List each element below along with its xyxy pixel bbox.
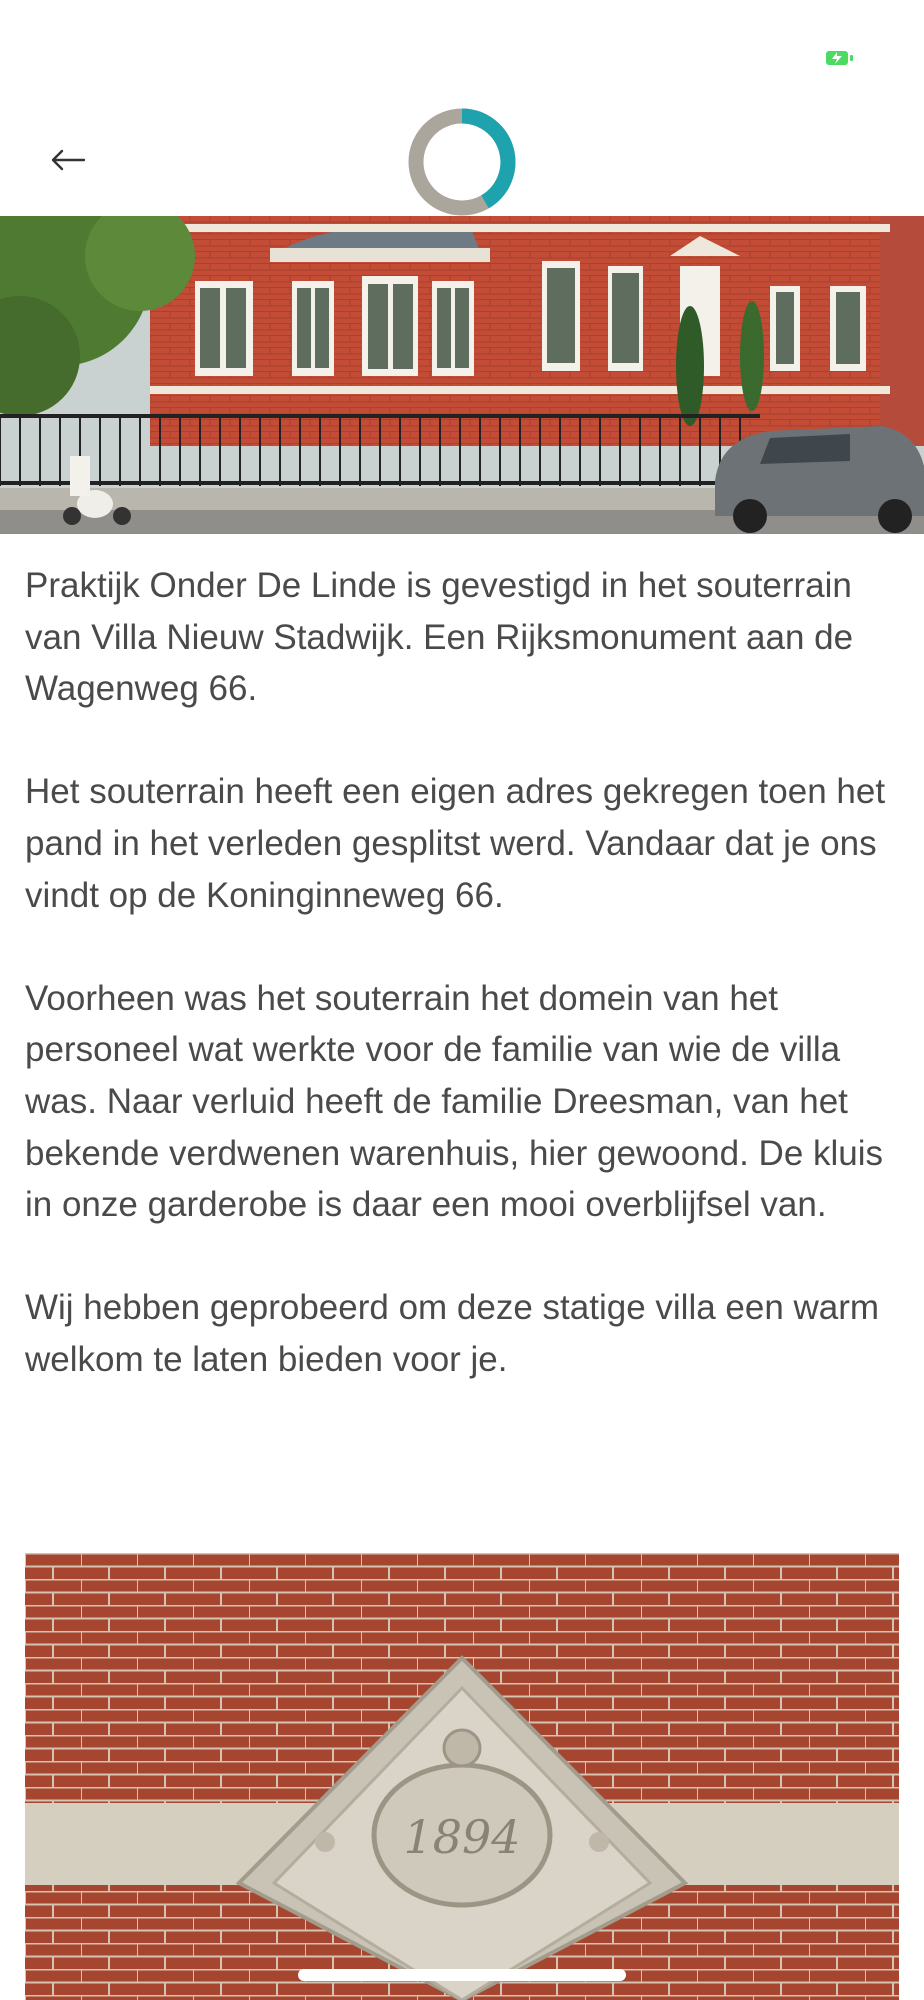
paragraph: Voorheen was het souterrain het domein van het personeel wat werkte voor de familie van wie de villa was. Naar verluid heeft de familie Dreesman, van het bekende verdwenen warenhuis, hier gewoond. De kluis in onze garderobe is daar een mooi overblijfsel van. bbox=[25, 978, 884, 1225]
arrow-left-icon bbox=[50, 148, 86, 172]
battery-charging-icon bbox=[826, 50, 856, 66]
paragraph: Het souterrain heeft een eigen adres gekregen toen het pand in het verleden gesplitst werd. Vandaar dat je ons vindt op de Koninginneweg 66. bbox=[25, 772, 886, 915]
back-button[interactable] bbox=[40, 136, 96, 184]
home-indicator[interactable] bbox=[298, 1969, 626, 1981]
paragraph: Wij hebben geprobeerd om deze statige villa een warm welkom te laten bieden voor je. bbox=[25, 1288, 880, 1379]
plaque-year: 1894 bbox=[403, 1810, 521, 1864]
about-text bbox=[25, 560, 905, 1437]
plaque-photo bbox=[25, 1553, 899, 2000]
paragraph: Praktijk Onder De Linde is gevestigd in het souterrain van Villa Nieuw Stadwijk. Een Rijksmonument aan de Wagenweg 66. bbox=[25, 566, 854, 709]
logo-icon bbox=[406, 106, 518, 218]
status-bar bbox=[0, 0, 924, 100]
villa-photo bbox=[0, 216, 924, 534]
